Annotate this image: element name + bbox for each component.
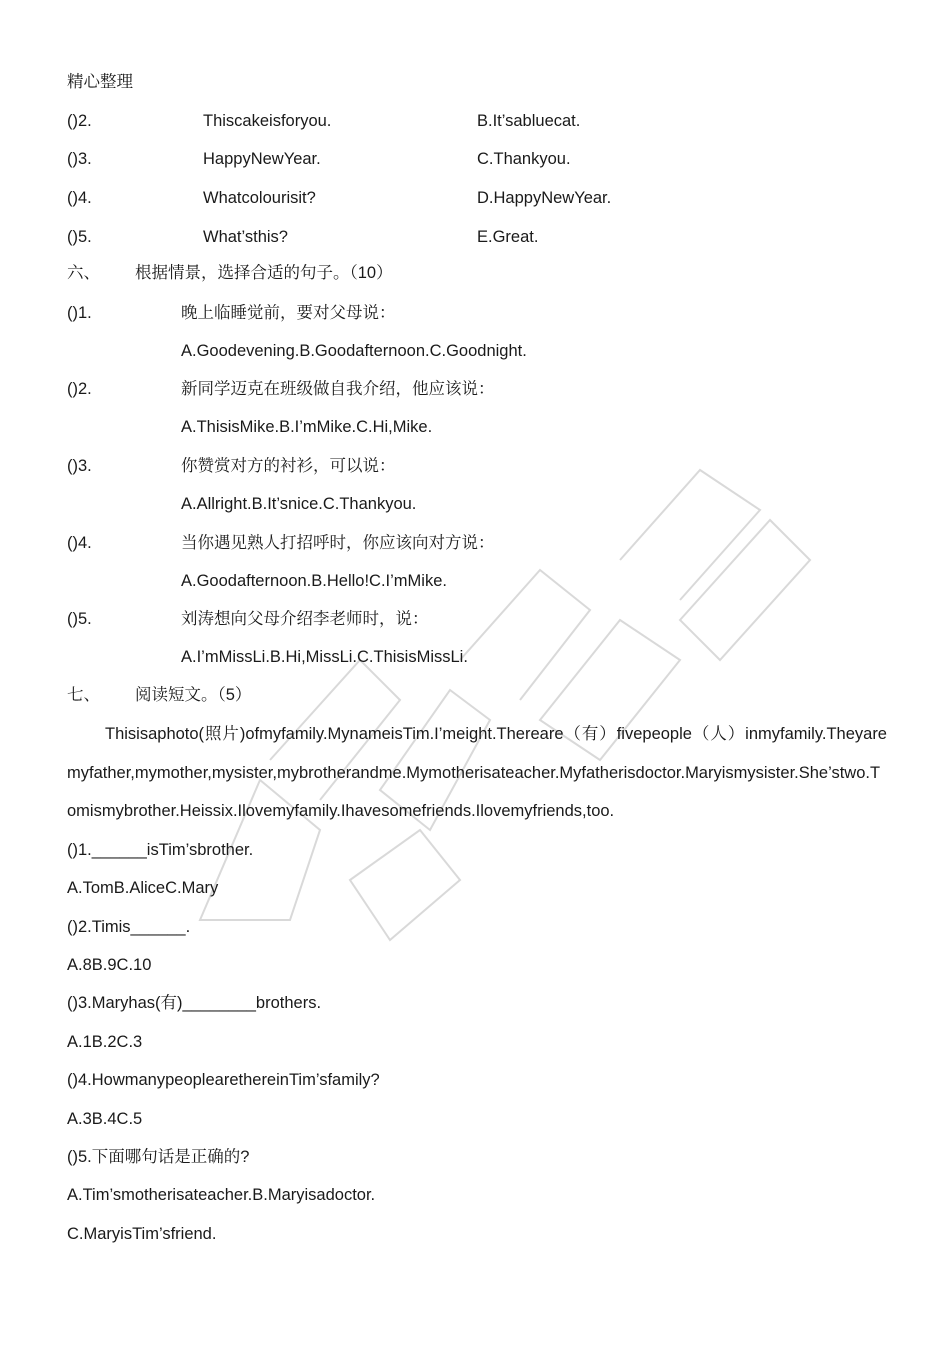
matching-number: ()5. [67, 228, 92, 246]
matching-sentence: What’sthis? [203, 228, 288, 246]
matching-answer: C.Thankyou. [477, 150, 571, 168]
section-number: 七、 [67, 686, 100, 704]
reading-options: A.Tim’smotherisateacher.B.Maryisadoctor. [67, 1186, 376, 1204]
question-options: A.Allright.B.It’snice.C.Thankyou. [181, 495, 417, 513]
reading-options: A.8B.9C.10 [67, 956, 152, 974]
section-title: 根据情景，选择合适的句子。（10） [135, 264, 393, 282]
matching-sentence: HappyNewYear. [203, 150, 321, 168]
reading-options: A.3B.4C.5 [67, 1110, 143, 1128]
question-prompt: 晚上临睡觉前，要对父母说： [181, 304, 396, 322]
matching-sentence: Whatcolourisit? [203, 189, 316, 207]
reading-question: ()5.下面哪句话是正确的? [67, 1148, 250, 1166]
passage-text: Thisisaphoto(照片)ofmyfamily.MynameisTim.I’meight.Thereare（有）fivepeople（人）inmyfamily.Theyaremyfather,mymother,mysister,mybrotherandme.Mymotherisateacher.Myfatherisdoctor.Maryismysister.She’stwo.Tomismybrother.Heissix.Ilovemyfamily.Ihavesomefriends.Ilovemyfriends,too. [67, 725, 887, 820]
section-number: 六、 [67, 264, 100, 282]
question-number: ()4. [67, 534, 92, 552]
question-options: A.ThisisMike.B.I’mMike.C.Hi,Mike. [181, 418, 433, 436]
matching-number: ()4. [67, 189, 92, 207]
question-number: ()1. [67, 304, 92, 322]
matching-number: ()3. [67, 150, 92, 168]
reading-options: C.MaryisTim’sfriend. [67, 1225, 217, 1243]
question-prompt: 刘涛想向父母介绍李老师时，说： [181, 610, 429, 628]
section-title: 阅读短文。（5） [135, 686, 252, 704]
matching-number: ()2. [67, 112, 92, 130]
matching-answer: E.Great. [477, 228, 539, 246]
question-number: ()2. [67, 380, 92, 398]
question-prompt: 你赞赏对方的衬衫，可以说： [181, 457, 396, 475]
matching-sentence: Thiscakeisforyou. [203, 112, 332, 130]
matching-answer: B.It’sabluecat. [477, 112, 581, 130]
reading-question: ()1.______isTim’sbrother. [67, 841, 254, 859]
page-header: 精心整理 [67, 73, 133, 91]
reading-options: A.TomB.AliceC.Mary [67, 879, 219, 897]
reading-question: ()2.Timis______. [67, 918, 191, 936]
reading-question: ()4.HowmanypeoplearethereinTim’sfamily? [67, 1071, 380, 1089]
question-number: ()5. [67, 610, 92, 628]
watermark-graphic [120, 360, 820, 980]
question-prompt: 当你遇见熟人打招呼时，你应该向对方说： [181, 534, 495, 552]
matching-answer: D.HappyNewYear. [477, 189, 612, 207]
question-options: A.Goodafternoon.B.Hello!C.I’mMike. [181, 572, 447, 590]
question-options: A.I’mMissLi.B.Hi,MissLi.C.ThisisMissLi. [181, 648, 468, 666]
question-number: ()3. [67, 457, 92, 475]
reading-passage [67, 715, 887, 831]
reading-question: ()3.Maryhas(有)________brothers. [67, 994, 322, 1012]
reading-options: A.1B.2C.3 [67, 1033, 143, 1051]
question-options: A.Goodevening.B.Goodafternoon.C.Goodnight. [181, 342, 527, 360]
question-prompt: 新同学迈克在班级做自我介绍，他应该说： [181, 380, 495, 398]
